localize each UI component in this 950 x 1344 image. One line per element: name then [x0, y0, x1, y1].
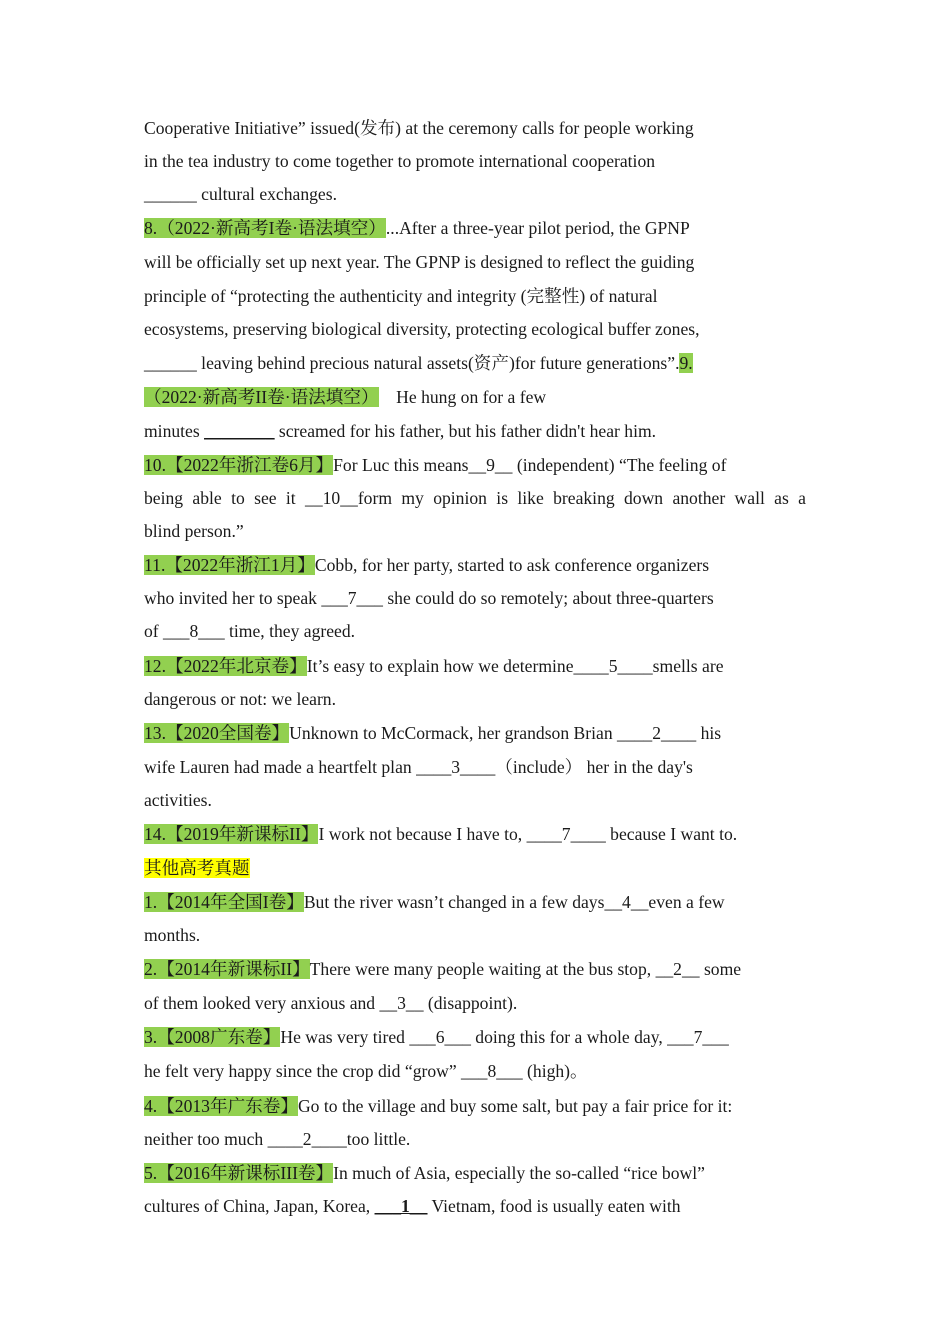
- question-source-tag: 1.【2014年全国I卷】: [144, 892, 304, 912]
- question-source-tag: （2022·新高考II卷·语法填空）: [144, 387, 379, 407]
- text-line: ______ cultural exchanges.: [144, 184, 337, 204]
- text-line: months.: [144, 925, 201, 945]
- text-line: he felt very happy since the crop did “grow” ___8___ (high)。: [144, 1061, 588, 1081]
- text-line: dangerous or not: we learn.: [144, 689, 337, 709]
- text-line: of them looked very anxious and __3__ (disappoint).: [144, 993, 518, 1013]
- question-text: But the river wasn’t changed in a few days__4__even a few: [303, 892, 725, 912]
- question-source-tag: 13.【2020全国卷】: [144, 723, 290, 743]
- question-text: He hung on for a few: [396, 387, 547, 407]
- question-source-tag: 8.（2022·新高考I卷·语法填空）: [144, 218, 386, 238]
- question-text: screamed for his father, but his father didn't hear him.: [274, 421, 657, 441]
- question-text: He was very tired ___6___ doing this for a whole day, ___7___: [280, 1027, 729, 1047]
- text-line: blind person.”: [144, 521, 244, 541]
- text-line: activities.: [144, 790, 212, 810]
- question-text: ...After a three-year pilot period, the GPNP: [385, 218, 690, 238]
- question-10-line: [144, 453, 726, 477]
- section-heading: [144, 856, 250, 880]
- other-question-2-line: [144, 957, 741, 981]
- answer-blank: ___1__: [374, 1196, 428, 1216]
- question-source-tag: 12.【2022年北京卷】: [144, 656, 307, 676]
- question-source-tag: 4.【2013年广东卷】: [144, 1096, 298, 1116]
- text-line: wife Lauren had made a heartfelt plan ____3____（include） her in the day's: [144, 757, 693, 777]
- section-title: 其他高考真题: [144, 858, 250, 878]
- question-9-start-line: [144, 351, 693, 375]
- text-line: [144, 419, 656, 443]
- question-source-tag: 10.【2022年浙江卷6月】: [144, 455, 334, 475]
- other-question-1-line: [144, 890, 725, 914]
- question-13-line: [144, 721, 721, 745]
- question-text: Cobb, for her party, started to ask conference organizers: [314, 555, 710, 575]
- text-line: of ___8___ time, they agreed.: [144, 621, 356, 641]
- question-text: It’s easy to explain how we determine____5____smells are: [306, 656, 724, 676]
- question-11-line: [144, 553, 709, 577]
- question-text: For Luc this means__9__ (independent) “The feeling of: [333, 455, 727, 475]
- other-question-4-line: [144, 1094, 732, 1118]
- question-source-tag: 2.【2014年新课标II】: [144, 959, 310, 979]
- question-text: cultures of China, Japan, Korea,: [144, 1196, 375, 1216]
- question-text: ______ leaving behind precious natural assets(资产)for future generations”.: [144, 353, 680, 373]
- question-number: 9.: [679, 353, 693, 373]
- text-line: will be officially set up next year. The GPNP is designed to reflect the guiding: [144, 252, 695, 272]
- question-source-tag: 5.【2016年新课标III卷】: [144, 1163, 334, 1183]
- other-question-3-line: [144, 1025, 729, 1049]
- question-text: I work not because I have to, ____7____ because I want to.: [318, 824, 738, 844]
- question-source-tag: 11.【2022年浙江1月】: [144, 555, 315, 575]
- question-text: There were many people waiting at the bus stop, __2__ some: [309, 959, 742, 979]
- question-9-line: [144, 385, 546, 409]
- text-line: who invited her to speak ___7___ she could do so remotely; about three-quarters: [144, 588, 714, 608]
- text-line: [144, 1194, 681, 1218]
- text-line: neither too much ____2____too little.: [144, 1129, 411, 1149]
- question-source-tag: 14.【2019年新课标II】: [144, 824, 319, 844]
- question-text: Unknown to McCormack, her grandson Brian ____2____ his: [289, 723, 722, 743]
- question-14-line: [144, 822, 737, 846]
- text-line: principle of “protecting the authenticity and integrity (完整性) of natural: [144, 286, 658, 306]
- question-text: Vietnam, food is usually eaten with: [427, 1196, 681, 1216]
- question-text: minutes: [144, 421, 205, 441]
- question-8-line: [144, 216, 690, 240]
- question-12-line: [144, 654, 724, 678]
- question-source-tag: 3.【2008广东卷】: [144, 1027, 281, 1047]
- text-line: in the tea industry to come together to promote international cooperation: [144, 151, 656, 171]
- text-line: being able to see it __10__form my opinion is like breaking down another wall as a: [144, 488, 806, 508]
- question-text: Go to the village and buy some salt, but pay a fair price for it:: [297, 1096, 733, 1116]
- text-line: Cooperative Initiative” issued(发布) at the ceremony calls for people working: [144, 118, 694, 138]
- other-question-5-line: [144, 1161, 705, 1185]
- text-line: ecosystems, preserving biological diversity, protecting ecological buffer zones,: [144, 319, 700, 339]
- question-text: In much of Asia, especially the so-called “rice bowl”: [333, 1163, 705, 1183]
- answer-blank: ________: [204, 421, 275, 441]
